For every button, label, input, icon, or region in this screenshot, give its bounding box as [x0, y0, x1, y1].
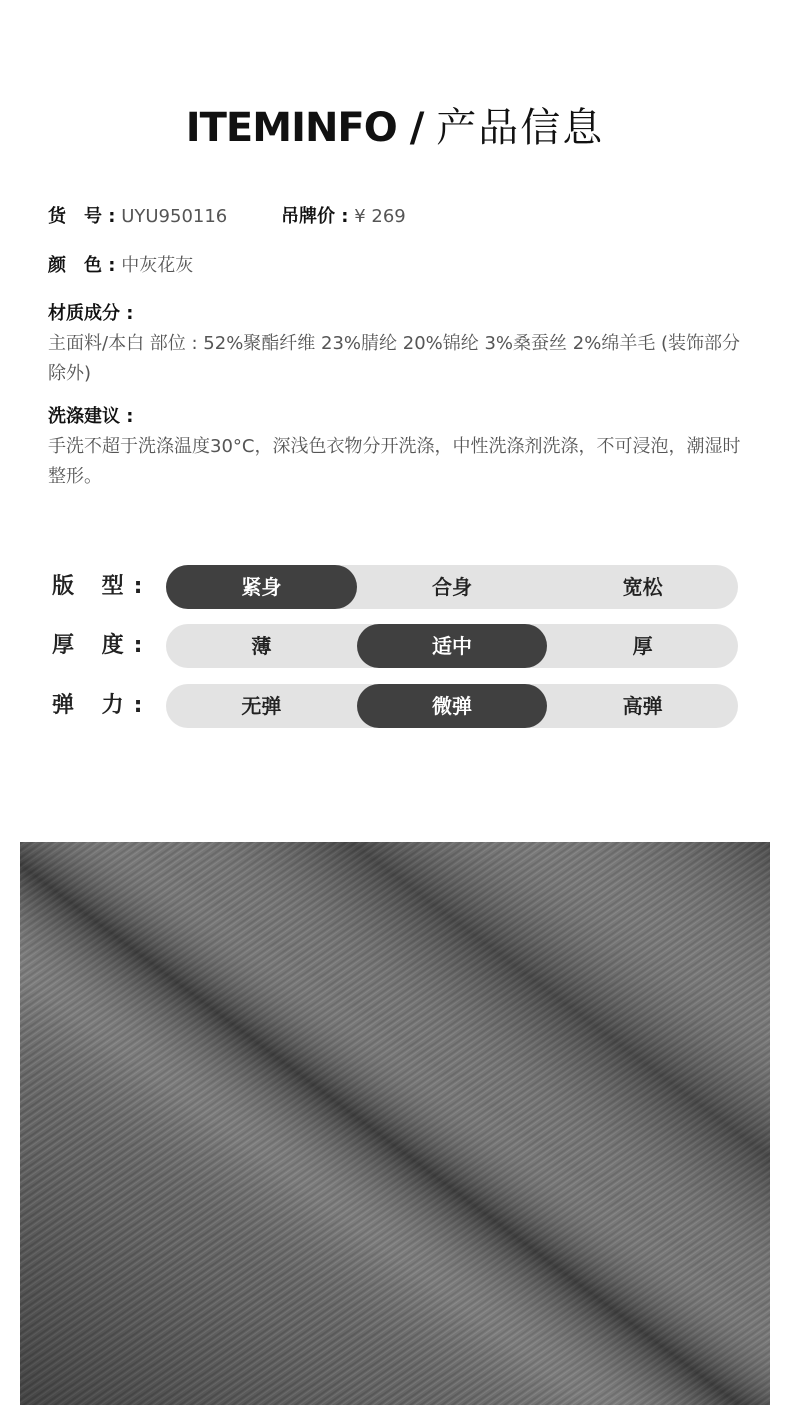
thickness-option: 厚	[632, 634, 653, 658]
fit-scale	[52, 565, 742, 609]
fit-label: 版 型:	[52, 574, 153, 599]
color-row	[48, 251, 193, 277]
title-separator: /	[409, 105, 424, 151]
color-value: 中灰花灰	[121, 255, 194, 276]
elasticity-scale	[52, 684, 742, 728]
thickness-scale	[52, 624, 742, 668]
title-en: ITEMINFO	[185, 105, 397, 151]
thickness-label: 厚 度:	[52, 633, 153, 658]
color-label: 颜 色 :	[48, 255, 116, 276]
sku-label: 货 号 :	[48, 206, 116, 227]
fit-track	[166, 565, 738, 609]
thickness-option: 薄	[251, 634, 272, 658]
price-value: ¥ 269	[354, 206, 406, 227]
wash-label: 洗涤建议 :	[48, 406, 134, 427]
elasticity-track	[166, 684, 738, 728]
fabric-texture-image	[20, 842, 770, 1405]
page-title	[0, 96, 790, 153]
thickness-track	[166, 624, 738, 668]
price-label: 吊牌价 :	[281, 206, 349, 227]
fabric-texture-svg	[20, 842, 770, 1405]
fit-option: 紧身	[166, 565, 357, 609]
material-label: 材质成分 :	[48, 303, 134, 324]
material-text: 主面料/本白 部位 : 52%聚酯纤维 23%腈纶 20%锦纶 3%桑蚕丝 2%绵羊毛 (装饰部分除外)	[48, 333, 741, 384]
sku-value: UYU950116	[121, 206, 228, 227]
thickness-option: 适中	[357, 624, 548, 668]
wash-section	[48, 402, 748, 492]
sku-price-row	[48, 202, 406, 228]
wash-text: 手洗不超于洗涤温度30°C，深浅色衣物分开洗涤，中性洗涤剂洗涤，不可浸泡，潮湿时整形。	[48, 436, 741, 487]
fit-option: 宽松	[622, 575, 663, 599]
elasticity-option: 无弹	[241, 694, 282, 718]
elasticity-option: 微弹	[357, 684, 548, 728]
elasticity-label: 弹 力:	[52, 693, 153, 718]
fit-option: 合身	[432, 575, 472, 599]
title-cn: 产品信息	[436, 105, 605, 151]
material-section	[48, 299, 748, 389]
elasticity-option: 高弹	[622, 694, 663, 718]
